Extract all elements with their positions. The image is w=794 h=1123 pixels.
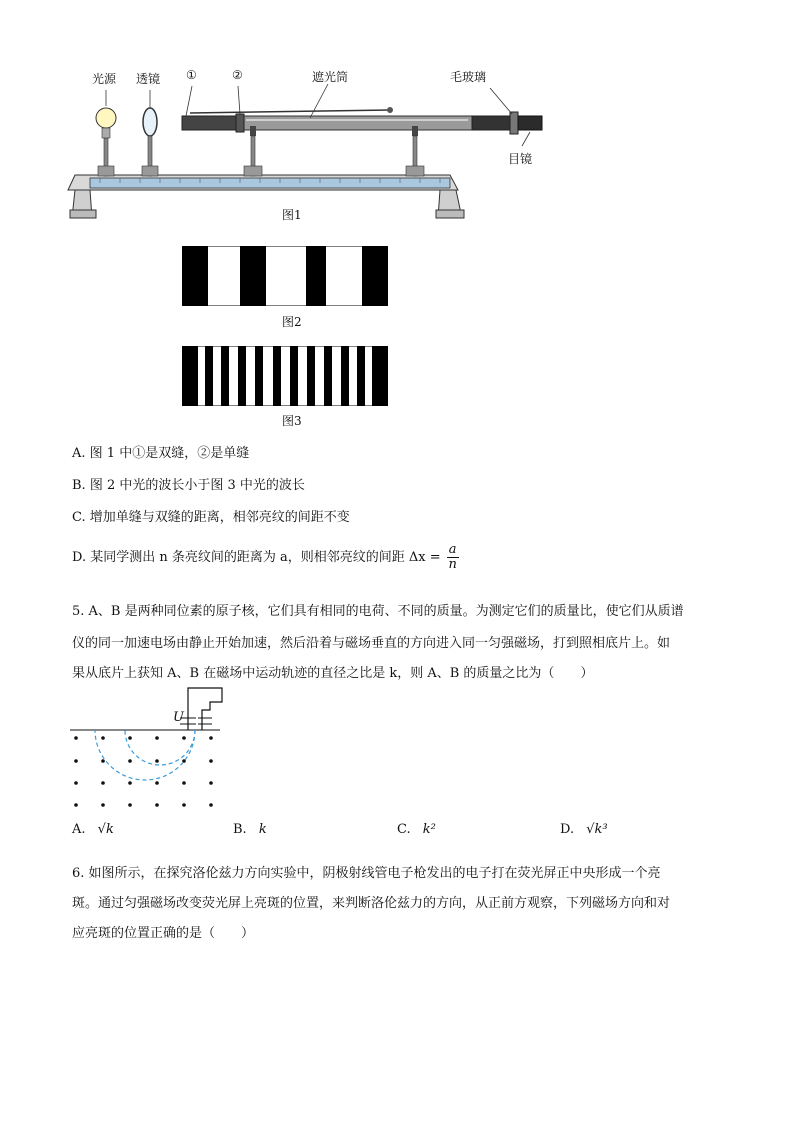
figure3-fringes: [182, 346, 388, 406]
q5-option-d: [560, 822, 608, 837]
q5-option-b: [233, 822, 267, 837]
q4-option-d: [72, 543, 459, 572]
figure2-caption: 图2: [282, 315, 302, 329]
label-frosted-glass: 毛玻璃: [450, 70, 487, 84]
figure3-caption: 图3: [282, 414, 302, 428]
label-light-source: 光源: [92, 72, 117, 86]
label-shade-tube: 遮光筒: [312, 70, 349, 84]
q5-option-a-label: A.: [72, 822, 86, 837]
q5-option-b-label: B.: [233, 822, 247, 837]
q5-option-c-value: k²: [422, 822, 436, 837]
q5-option-c: [397, 822, 436, 837]
q6-line1: 6. 如图所示，在探究洛伦兹力方向实验中，阴极射线管电子枪发出的电子打在荧光屏正中央形成一个亮: [72, 866, 661, 881]
q5-option-a: [72, 822, 114, 837]
label-slit2: ②: [232, 68, 243, 82]
label-lens: 透镜: [136, 72, 161, 86]
q5-option-c-label: C.: [397, 822, 411, 837]
q5-option-b-value: k: [258, 822, 267, 837]
q5-line2: 仪的同一加速电场由静止开始加速，然后沿着与磁场垂直的方向进入同一匀强磁场，打到照相底片上。如: [72, 636, 671, 651]
q4-option-a: A. 图 1 中①是双缝，②是单缝: [72, 446, 250, 461]
q5-line1: 5. A、B 是两种同位素的原子核，它们具有相同的电荷、不同的质量。为测定它们的质量比，使它们从质谱: [72, 604, 684, 619]
figure1-caption: 图1: [282, 208, 302, 222]
double-slit-apparatus-diagram: [60, 60, 560, 235]
q5-option-d-value: √k³: [586, 822, 608, 837]
label-eyepiece: 目镜: [508, 152, 533, 166]
q4-option-d-text: D. 某同学测出 n 条亮纹间的距离为 a，则相邻亮纹的间距 Δx =: [72, 550, 441, 565]
fraction-a-over-n: [447, 543, 459, 572]
q5-line3: 果从底片上获知 A、B 在磁场中运动轨迹的直径之比是 k，则 A、B 的质量之比为（ ）: [72, 666, 594, 681]
q5-option-d-label: D.: [560, 822, 575, 837]
q5-option-a-value: √k: [97, 822, 114, 837]
figure2-fringes: [182, 246, 388, 306]
q6-line2: 斑。通过匀强磁场改变荧光屏上亮斑的位置，来判断洛伦兹力的方向，从正前方观察，下列磁场方向和对: [72, 896, 671, 911]
q6-line3: 应亮斑的位置正确的是（ ）: [72, 926, 255, 941]
figure1: [60, 60, 560, 235]
q4-option-c: C. 增加单缝与双缝的距离，相邻亮纹的间距不变: [72, 510, 350, 525]
voltage-label-u: U: [173, 710, 184, 725]
fraction-denominator: n: [448, 557, 457, 572]
q5-mass-spectrometer-figure: [70, 684, 230, 814]
label-slit1: ①: [186, 68, 197, 82]
fraction-numerator: a: [448, 542, 457, 557]
q4-option-b: B. 图 2 中光的波长小于图 3 中光的波长: [72, 478, 305, 493]
